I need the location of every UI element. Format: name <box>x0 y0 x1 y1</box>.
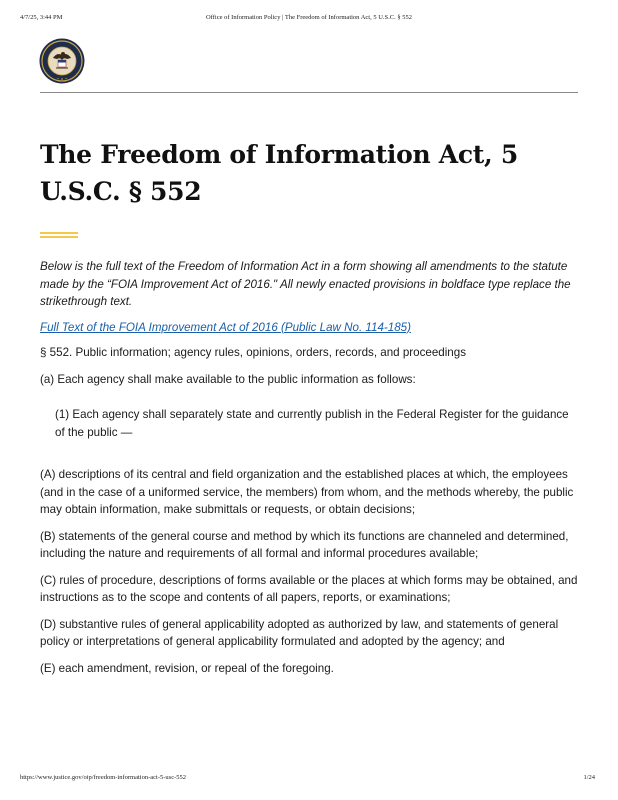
paragraph-1: (1) Each agency shall separately state and currently publish in the Federal Register for the guidance of the public — <box>55 408 569 439</box>
foia-improvement-act-link[interactable]: Full Text of the FOIA Improvement Act of 2016 (Public Law No. 114-185) <box>40 320 411 334</box>
list-item: (A) descriptions of its central and field organization and the established places at which, the employees (and in the case of a uniformed service, the members) from whom, and the methods whereby, the public may obtain information, make submittals or requests, or obtain decisions; <box>40 468 574 516</box>
print-url: https://www.justice.gov/oip/freedom-information-act-5-usc-552 <box>20 774 187 781</box>
print-header <box>0 14 618 26</box>
title-accent-rule <box>40 232 78 240</box>
print-datetime: 4/7/25, 3:44 PM <box>20 14 63 21</box>
accent-line <box>40 232 78 234</box>
list-item: (C) rules of procedure, descriptions of forms available or the places at which forms may be obtained, and instructions as to the scope and contents of all papers, reports, or examinations; <box>40 573 578 604</box>
section-heading: § 552. Public information; agency rules, opinions, orders, records, and proceedings <box>40 346 466 359</box>
print-document-title: Office of Information Policy | The Freedom of Information Act, 5 U.S.C. § 552 <box>206 14 412 21</box>
page-title: The Freedom of Information Act, 5 U.S.C. § 552 <box>40 140 518 206</box>
list-item: (B) statements of the general course and method by which its functions are channeled and determined, including the nature and requirements of all formal and informal procedures available; <box>40 529 569 560</box>
doj-seal-icon[interactable] <box>39 38 85 84</box>
accent-line <box>40 236 78 238</box>
list-item: (E) each amendment, revision, or repeal of the foregoing. <box>40 661 334 675</box>
main-content <box>40 258 580 686</box>
header-divider <box>40 92 578 93</box>
list-item: (D) substantive rules of general applicability adopted as authorized by law, and statements of general policy or interpretations of general applicability formulated and adopted by the agency; and <box>40 617 559 648</box>
intro-text: Below is the full text of the Freedom of Information Act in a form showing all amendments to the statute made by the “FOIA Improvement Act of 2016." All newly enacted provisions in boldface type replace the strikethrough text. <box>40 260 571 308</box>
subsection-a: (a) Each agency shall make available to the public information as follows: <box>40 372 416 386</box>
page-number: 1/24 <box>583 774 595 781</box>
